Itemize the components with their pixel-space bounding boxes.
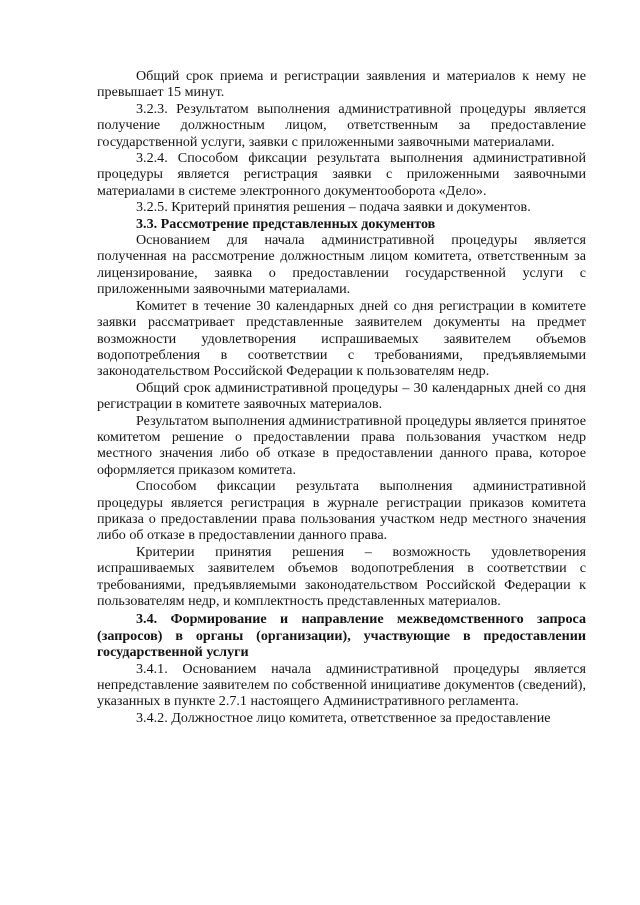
paragraph-3-2-5: 3.2.5. Критерий принятия решения – подача заявки и документов.: [136, 199, 531, 216]
paragraph-3-2-3: 3.2.3. Результатом выполнения административной процедуры является получение должностным лицом, ответственным за предоставление государственной услуги, заявки с приложенными заявочными материалами.: [97, 100, 586, 150]
paragraph-processing-time: Общий срок приема и регистрации заявления и материалов к нему не превышает 15 минут.: [97, 68, 586, 101]
section-heading-3-3: 3.3. Рассмотрение представленных документов: [136, 215, 436, 232]
paragraph-3-4-1: 3.4.1. Основанием начала административной процедуры является непредставление заявителем по собственной инициативе документов (сведений), указанных в пункте 2.7.1 настоящего Административного регламента.: [97, 660, 586, 710]
section-heading-3-4: 3.4. Формирование и направление межведомственного запроса (запросов) в органы (организации), участвующие в предоставлении государственной услуги: [97, 611, 586, 661]
paragraph-3-3-review: Комитет в течение 30 календарных дней со дня регистрации в комитете заявки рассматривает представленные заявителем документы на предмет возможности удовлетворения испрашиваемых заявителем объемов водопотребления в соответствии с требованиями, предъявляемыми законодательством Российской Федерации к пользователям недр.: [97, 297, 586, 380]
paragraph-3-3-result: Результатом выполнения административной процедуры является принятое комитетом решение о предоставлении права пользования участком недр местного значения либо об отказе в предоставлении данного права, которое оформляется приказом комитета.: [97, 412, 586, 478]
paragraph-3-4-2: 3.4.2. Должностное лицо комитета, ответственное за предоставление: [136, 709, 551, 726]
paragraph-3-3-term: Общий срок административной процедуры – 30 календарных дней со дня регистрации в комитете заявочных материалов.: [97, 379, 586, 413]
paragraph-3-2-4: 3.2.4. Способом фиксации результата выполнения административной процедуры является регистрация заявки с приложенными заявочными материалами в системе электронного документооборота «Дело».: [97, 150, 586, 199]
paragraph-3-3-basis: Основанием для начала административной процедуры является полученная на рассмотрение должностным лицом комитета, ответственным за лицензирование, заявка о предоставлении государственной услуги с приложенными заявочными материалами.: [97, 232, 586, 298]
paragraph-3-3-fixation: Способом фиксации результата выполнения административной процедуры является регистрация в журнале регистрации приказов комитета приказа о предоставлении права пользования участком недр местного значения либо об отказе в предоставлении данного права.: [97, 478, 586, 544]
paragraph-3-3-criteria: Критерии принятия решения – возможность удовлетворения испрашиваемых заявителем объемов водопотребления в соответствии с требованиями, предъявляемыми законодательством Российской Федерации к пользователям недр, и комплектность представленных материалов.: [97, 543, 586, 609]
